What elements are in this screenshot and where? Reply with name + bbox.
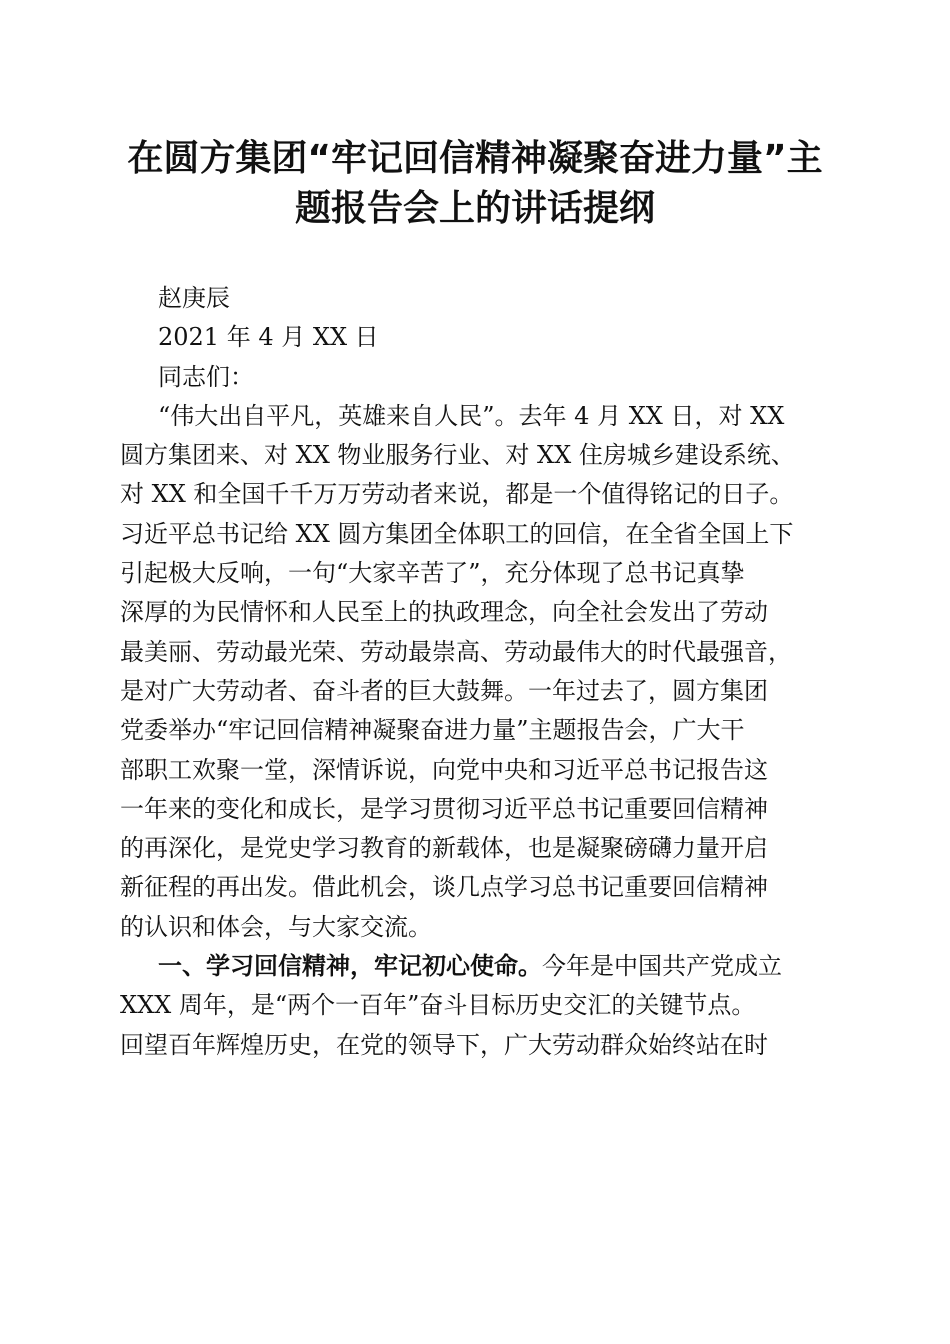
salutation: 同志们： bbox=[158, 362, 254, 391]
title-line-1: 在圆方集团“牢记回信精神凝聚奋进力量”主 bbox=[127, 138, 823, 179]
paragraph-line: 的认识和体会，与大家交流。 bbox=[120, 912, 432, 941]
paragraph-line: 对 XX 和全国千千万万劳动者来说，都是一个值得铭记的日子。 bbox=[120, 480, 794, 509]
paragraph-line: XXX 周年，是“两个一百年”奋斗目标历史交汇的关键节点。 bbox=[120, 991, 756, 1020]
section-one-heading: 一、学习回信精神，牢记初心使命。 bbox=[158, 952, 542, 981]
paragraph-line: “伟大出自平凡，英雄来自人民”。去年 4 月 XX 日，对 XX bbox=[158, 401, 785, 430]
paragraph-line: 引起极大反响，一句“大家辛苦了”，充分体现了总书记真挚 bbox=[120, 559, 745, 588]
paragraph-line: 深厚的为民情怀和人民至上的执政理念，向全社会发出了劳动 bbox=[120, 598, 768, 627]
paragraph-line: 习近平总书记给 XX 圆方集团全体职工的回信，在全省全国上下 bbox=[120, 519, 794, 548]
paragraph-line: 一年来的变化和成长，是学习贯彻习近平总书记重要回信精神 bbox=[120, 794, 768, 823]
paragraph-line: 是对广大劳动者、奋斗者的巨大鼓舞。一年过去了，圆方集团 bbox=[120, 676, 768, 705]
section-one-first-line-text: 今年是中国共产党成立 bbox=[542, 952, 782, 981]
author-name: 赵庚辰 bbox=[158, 284, 230, 312]
paragraph-line: 圆方集团来、对 XX 物业服务行业、对 XX 住房城乡建设系统、 bbox=[120, 441, 795, 470]
document-date: 2021 年 4 月 XX 日 bbox=[158, 323, 379, 352]
paragraph-intro bbox=[120, 397, 832, 947]
paragraph-line: 回望百年辉煌历史，在党的领导下，广大劳动群众始终站在时 bbox=[120, 1030, 768, 1059]
title-line-2: 题报告会上的讲话提纲 bbox=[294, 188, 655, 229]
paragraph-line: 最美丽、劳动最光荣、劳动最崇高、劳动最伟大的时代最强音， bbox=[120, 637, 792, 666]
section-one bbox=[120, 947, 832, 1065]
paragraph-line: 部职工欢聚一堂，深情诉说，向党中央和习近平总书记报告这 bbox=[120, 755, 768, 784]
paragraph-line: 新征程的再出发。借此机会，谈几点学习总书记重要回信精神 bbox=[120, 873, 768, 902]
paragraph-line: 党委举办“牢记回信精神凝聚奋进力量”主题报告会，广大干 bbox=[120, 716, 745, 745]
document-body bbox=[120, 279, 832, 1065]
paragraph-line: 的再深化，是党史学习教育的新载体，也是凝聚磅礴力量开启 bbox=[120, 834, 768, 863]
document-title bbox=[110, 134, 840, 234]
section-one-first-line bbox=[120, 947, 832, 986]
